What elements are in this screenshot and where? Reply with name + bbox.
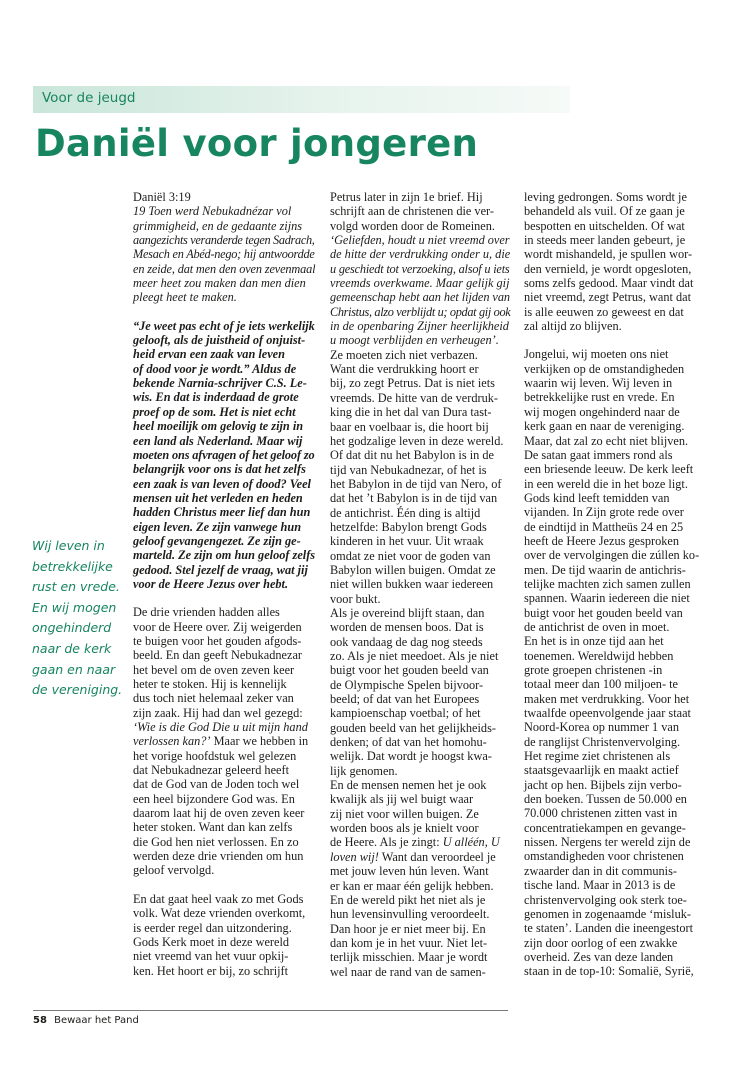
- text-line: proef op de som. Het is niet echt: [133, 404, 296, 419]
- text-line: is eerder regel dan uitzondering.: [133, 920, 292, 935]
- text-line: totaal meer dan 100 miljoen- te: [524, 677, 678, 692]
- section-header-bar: [33, 86, 570, 113]
- text-line: ook vandaag de dag nog steeds: [330, 634, 483, 649]
- text-line: dus toch niet helemaal zeker van: [133, 691, 294, 706]
- text-line: Dan hoor je er niet meer bij. En: [330, 921, 486, 936]
- text-line: kampioenschap voetbal; of het: [330, 706, 481, 721]
- text-line: over de vervolgingen die zúllen ko-: [524, 548, 700, 563]
- text-line: vreemds overkwame. Maar gelijk gij: [330, 276, 510, 291]
- text-line: tijd van Nebukadnezar, of het is: [330, 462, 487, 477]
- text-line: geloof gevangengezet. Ze zijn ge-: [133, 533, 301, 548]
- text-line: welijk. Dat wordt je hoogst kwa-: [330, 749, 492, 764]
- text-line: staan in de top-10: Somalië, Syrië,: [524, 964, 694, 979]
- text-line: betrekkelijke rust en vrede. En: [524, 390, 675, 405]
- text-line: die God hen niet verlossen. En zo: [133, 834, 299, 849]
- text-line: kerk gaan en naar de vereniging.: [524, 419, 685, 434]
- text-line: een briesende leeuw. De kerk leeft: [524, 462, 694, 477]
- page-title: Daniël voor jongeren: [35, 122, 479, 165]
- text-line: mensen uit het verleden en heden: [133, 490, 303, 505]
- text-line: twaalfde opeenvolgende jaar staat: [524, 706, 691, 721]
- text-line: kwalijk als jij wel buigt waar: [330, 792, 474, 807]
- text-line: buigt voor het gouden beeld van: [330, 663, 489, 678]
- text-line: overheid. Zes van deze landen: [524, 949, 674, 964]
- text-line: Gods Kerk moet in deze wereld: [133, 934, 290, 949]
- text-run: Maar we hebben in: [210, 734, 309, 749]
- text-line: een heel bijzondere God was. En: [133, 791, 295, 806]
- text-line: Babylon willen buigen. Omdat ze: [330, 562, 496, 577]
- text-line: daarom laat hij de oven zeven keer: [133, 806, 305, 821]
- text-line: En de wereld pikt het niet als je: [330, 892, 486, 907]
- text-line: het Babylon in de tijd van Nero, of: [330, 476, 502, 491]
- text-line: maken met verdrukking. Voor het: [524, 691, 690, 706]
- text-line: Mesach en Abéd-nego; hij antwoordde: [133, 247, 315, 262]
- text-line: volk. Wat deze vrienden overkomt,: [133, 906, 306, 921]
- text-line: wij mogen ongehinderd naar de: [524, 404, 680, 419]
- paragraph-gap: [133, 878, 315, 892]
- text-line: in een wereld die in het boze ligt.: [524, 476, 688, 491]
- text-line: heid ervan een zaak van leven: [133, 347, 285, 362]
- text-line: met jouw leven hún leven. Want: [330, 864, 489, 879]
- text-line: [133, 734, 315, 748]
- text-line: omdat ze niet voor de goden van: [330, 548, 491, 563]
- text-run: loven wij!: [330, 849, 379, 864]
- text-line: telijke machten zich samen zullen: [524, 576, 691, 591]
- text-line: hun levensinvulling veroordeelt.: [330, 907, 490, 922]
- text-line: 70.000 christenen zitten vast in: [524, 806, 678, 821]
- page-number: 58: [33, 1015, 47, 1026]
- text-line: zijn door oorlog of een zwakke: [524, 935, 678, 950]
- text-line: te buigen voor het gouden afgods-: [133, 633, 302, 648]
- text-line: Als je overeind blijft staan, dan: [330, 605, 485, 620]
- text-line: belangrijk voor ons is dat het zelfs: [133, 462, 306, 477]
- text-line: werden deze drie vrienden om hun: [133, 849, 304, 864]
- text-line: een zaak is van leven of dood? Veel: [133, 476, 311, 491]
- text-line: “Je weet pas echt of je iets werkelijk: [133, 318, 315, 333]
- text-line: heeft de Heere Jezus gesproken: [524, 533, 680, 548]
- text-line: zal altijd zo blijven.: [524, 319, 622, 334]
- text-line: het bevel om de oven zeven keer: [133, 662, 295, 677]
- text-line: moeten ons afvragen of het geloof zo: [133, 447, 315, 462]
- text-line: het vorige hoofdstuk wel gelezen: [133, 748, 297, 763]
- text-line: dat het ’t Babylon is in de tijd van: [330, 491, 498, 506]
- pull-quote-line: ongehinderd: [32, 620, 112, 636]
- text-line: Ze moeten zich niet verbazen.: [330, 347, 478, 362]
- pull-quote: [32, 536, 126, 701]
- text-line: grimmigheid, en de gedaante zijns: [133, 218, 303, 233]
- pull-quote-line: En wij mogen: [32, 599, 117, 615]
- text-line: den vernield, je wordt opgesloten,: [524, 261, 692, 276]
- text-line: De drie vrienden hadden alles: [133, 605, 280, 620]
- text-line: Gods kind leeft temidden van: [524, 490, 670, 505]
- text-line: bij, zo zegt Petrus. Dat is niet iets: [330, 376, 495, 391]
- text-line: Petrus later in zijn 1e brief. Hij: [330, 190, 483, 204]
- text-line: gouden beeld van het gelijkheids-: [330, 720, 496, 735]
- text-run: U alléén, U: [442, 835, 500, 850]
- text-line: te staten’. Landen die ineengestort: [524, 921, 694, 936]
- pull-quote-line: gaan en naar: [32, 661, 116, 677]
- text-line: lijk genomen.: [330, 763, 398, 778]
- text-line: voor de Heere Jezus over hebt.: [133, 576, 289, 591]
- text-line: en zeide, dat men den oven zevenmaal: [133, 261, 316, 276]
- text-line: de antichrist de oven in moet.: [524, 619, 670, 634]
- text-run: Want dan veroordeel je: [378, 849, 496, 864]
- text-line: [330, 850, 510, 864]
- text-line: marteld. Ze zijn om hun geloof zelfs: [133, 548, 316, 563]
- text-line: meer heet zou maken dan men dien: [133, 276, 306, 291]
- text-line: heter te stoken. Hij is kennelijk: [133, 677, 287, 691]
- text-line: Jongelui, wij moeten ons niet: [524, 347, 669, 362]
- text-line: toenemen. Wereldwijd hebben: [524, 648, 674, 663]
- text-line: ‘Geliefden, houdt u niet vreemd over: [330, 233, 510, 248]
- text-line: niet vreemd van het vuur opkij-: [133, 949, 289, 964]
- text-line: of dood voor je wordt.” Aldus de: [133, 361, 297, 376]
- text-line: het godzalige leven in deze wereld.: [330, 433, 504, 448]
- text-line: gemeenschap hebt aan het lijden van: [330, 290, 511, 305]
- text-line: gelooft, als de juistheid of onjuist-: [133, 333, 306, 348]
- text-line: gedood. Stel jezelf de vraag, wat jij: [133, 562, 308, 577]
- text-line: de eindtijd in Mattheüs 24 en 25: [524, 519, 684, 534]
- text-line: geloof vervolgd.: [133, 863, 215, 878]
- text-line: zwaarder dan in dit communis-: [524, 863, 677, 878]
- text-line: niet vreemd, zegt Petrus, want dat: [524, 290, 691, 305]
- pull-quote-line: de vereniging.: [32, 682, 123, 698]
- text-line: in de openbaring Zijner heerlijkheid: [330, 319, 509, 334]
- text-line: worden boos als je knielt voor: [330, 821, 479, 836]
- text-line: niet willen bukken waar iedereen: [330, 577, 494, 592]
- text-line: Daniël 3:19: [133, 190, 191, 204]
- text-line: De satan gaat immers rond als: [524, 447, 673, 462]
- text-line: dan kom je in het vuur. Niet let-: [330, 935, 488, 950]
- text-line: wis. En dat is inderdaad de grote: [133, 390, 299, 405]
- text-line: En het is in onze tijd aan het: [524, 634, 664, 649]
- text-line: bekende Narnia-schrijver C.S. Le-: [133, 376, 307, 391]
- text-line: wordt mishandeld, je spullen wor-: [524, 247, 693, 262]
- text-line: soms zelfs gedood. Maar vindt dat: [524, 276, 694, 291]
- text-line: king die in het dal van Dura tast-: [330, 405, 492, 420]
- text-line: En de mensen nemen het je ook: [330, 778, 487, 793]
- text-line: waarin wij leven. Wij leven in: [524, 376, 673, 391]
- text-line: tische land. Maar in 2013 is de: [524, 878, 676, 893]
- text-line: is alle eeuwen zo geweest en dat: [524, 304, 684, 319]
- text-line: En dat gaat heel vaak zo met Gods: [133, 891, 304, 906]
- text-line: de Olympische Spelen bijvoor-: [330, 677, 484, 692]
- text-line: buigt voor het gouden beeld van: [524, 605, 683, 620]
- text-line: heel moeilijk om gelovig te zijn in: [133, 419, 304, 434]
- text-line: genomen in zogenaamde ‘misluk-: [524, 906, 691, 921]
- page-footer: [33, 1015, 139, 1026]
- text-line: u moogt verblijden en verheugen’.: [330, 333, 499, 348]
- text-line: nissen. Nergens ter wereld zijn de: [524, 835, 691, 850]
- text-line: voor bukt.: [330, 591, 381, 606]
- text-line: worden de mensen boos. Dat is: [330, 620, 484, 635]
- text-line: Of dat dit nu het Babylon is in de: [330, 448, 494, 463]
- text-line: zo. Als je niet meedoet. Als je niet: [330, 649, 499, 663]
- text-line: beeld. En dan geeft Nebukadnezar: [133, 648, 302, 663]
- article-column-1: [133, 190, 315, 978]
- text-line: zijn zaak. Hij had dan wel gezegd:: [133, 705, 303, 720]
- paragraph-gap: [133, 305, 315, 319]
- text-line: voor de Heere over. Zij weigerden: [133, 619, 302, 634]
- text-line: omstandigheden voor christenen: [524, 849, 684, 864]
- text-line: Maar, dat zal zo echt niet blijven.: [524, 433, 689, 448]
- text-line: er kan er maar één gelijk hebben.: [330, 878, 494, 893]
- text-line: de antichrist. Één ding is altijd: [330, 505, 481, 520]
- paragraph-gap: [133, 591, 315, 605]
- text-line: Want die verdrukking hoort er: [330, 362, 479, 377]
- text-line: christenvervolging ook sterk toe-: [524, 892, 687, 907]
- text-line: een land als Nederland. Maar wij: [133, 433, 303, 448]
- text-line: schrijft aan de christenen die ver-: [330, 204, 494, 219]
- publication-name: Bewaar het Pand: [54, 1015, 139, 1026]
- pull-quote-line: Wij leven in: [32, 538, 105, 553]
- text-line: vreemds. De hitte van de verdruk-: [330, 390, 498, 405]
- paragraph-gap: [524, 333, 710, 347]
- text-line: denken; of dat van het homohu-: [330, 735, 487, 750]
- text-line: aangezichts veranderde tegen Sadrach,: [133, 233, 315, 248]
- text-line: ‘Wie is die God Die u uit mijn hand: [133, 720, 308, 735]
- pull-quote-line: rust en vrede.: [32, 579, 120, 595]
- pull-quote-line: betrekkelijke: [32, 558, 113, 574]
- section-label: Voor de jeugd: [42, 90, 136, 106]
- text-line: dat de God van de Joden toch wel: [133, 777, 300, 792]
- text-line: leving gedrongen. Soms wordt je: [524, 190, 687, 204]
- text-line: behandeld als vuil. Of ze gaan je: [524, 204, 685, 219]
- text-line: terlijk misschien. Maar je wordt: [330, 950, 488, 965]
- text-line: Het regime ziet christenen als: [524, 749, 671, 764]
- text-line: staatsgevaarlijk en maakt actief: [524, 763, 679, 778]
- text-line: vijanden. In Zijn grote rede over: [524, 505, 684, 520]
- text-line: eigen leven. Ze zijn vanwege hun: [133, 519, 302, 534]
- text-run: verlossen kan?’: [133, 734, 211, 749]
- text-line: de ranglijst Christenvervolging.: [524, 734, 681, 749]
- text-line: jacht op hen. Bijbels zijn verbo-: [524, 777, 682, 792]
- text-line: zij niet voor willen buigen. Ze: [330, 806, 479, 821]
- text-line: [330, 835, 510, 849]
- text-line: u geschiedt tot verzoeking, alsof u iets: [330, 261, 510, 276]
- text-line: men. De tijd waarin de antichris-: [524, 562, 686, 577]
- text-run: de Heere. Als je zingt:: [330, 835, 443, 850]
- pull-quote-line: naar de kerk: [32, 640, 112, 656]
- text-line: wel naar de rand van de samen-: [330, 964, 486, 979]
- text-line: hadden Christus meer lief dan hun: [133, 505, 311, 520]
- text-line: Christus, alzo verblijdt u; opdat gij ook: [330, 304, 511, 319]
- footer-rule: [33, 1010, 508, 1011]
- text-line: hetzelfde: Babylon brengt Gods: [330, 519, 487, 534]
- article-column-2: [330, 190, 510, 979]
- text-line: Noord-Korea op nummer 1 van: [524, 720, 680, 735]
- text-line: den boeken. Tussen de 50.000 en: [524, 792, 687, 807]
- text-line: bespotten en uitschelden. Of wat: [524, 218, 685, 233]
- text-line: in steeds meer landen gebeurt, je: [524, 233, 686, 248]
- text-line: concentratiekampen en gevange-: [524, 820, 686, 835]
- text-line: baar en voelbaar is, die hoort bij: [330, 419, 489, 434]
- text-line: volgd worden door de Romeinen.: [330, 218, 495, 233]
- text-line: verkijken op de omstandigheden: [524, 361, 685, 376]
- text-line: kinderen in het vuur. Uit wraak: [330, 534, 484, 549]
- text-line: beeld; of dat van het Europees: [330, 692, 480, 707]
- text-line: grote groepen christenen -in: [524, 663, 663, 677]
- text-line: 19 Toen werd Nebukadnézar vol: [133, 204, 292, 219]
- text-line: pleegt heet te maken.: [133, 290, 237, 305]
- text-line: ken. Het hoort er bij, zo schrijft: [133, 963, 289, 978]
- text-line: spannen. Waarin iedereen die niet: [524, 591, 690, 606]
- text-line: dat Nebukadnezar geleerd heeft: [133, 763, 290, 778]
- text-line: heter stoken. Want dan kan zelfs: [133, 820, 293, 835]
- article-column-3: [524, 190, 710, 979]
- text-line: de hitte der verdrukking onder u, die: [330, 247, 511, 262]
